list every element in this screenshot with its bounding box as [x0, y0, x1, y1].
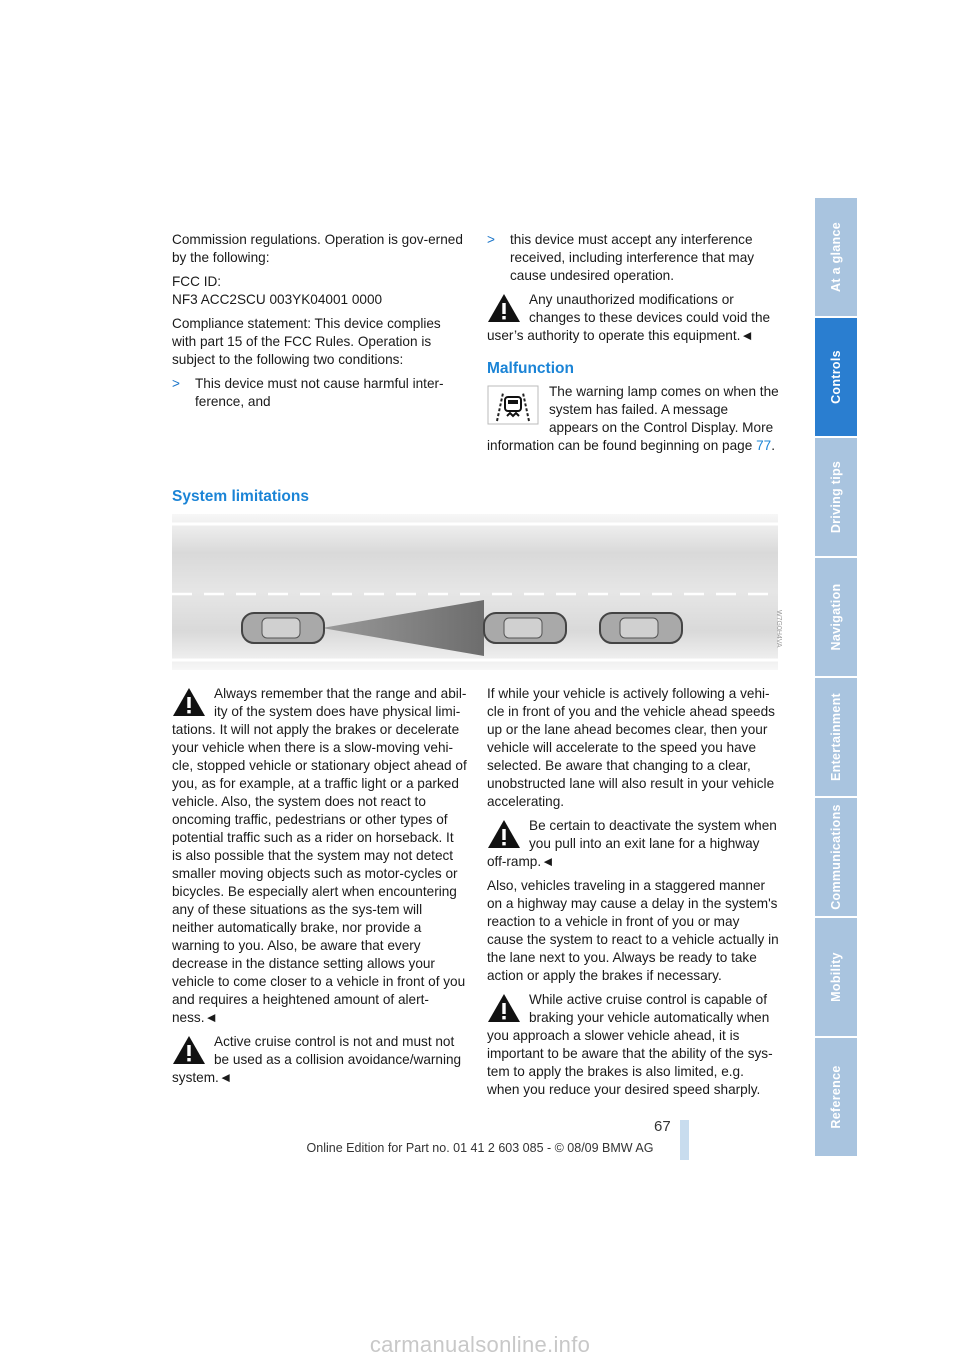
- warning-text: Active cruise control is not and must not be used as a collision avoidance/warning system.◄: [172, 1034, 462, 1085]
- tab-navigation[interactable]: [815, 558, 857, 676]
- list-item: [487, 231, 779, 285]
- warning-text: Any unauthorized modifications or changes to these devices could void the user’s authority to operate this equipment.◄: [487, 292, 771, 343]
- paragraph: Commission regulations. Operation is gov-erned by the following:: [172, 232, 463, 265]
- section-heading-malfunction: Malfunction: [487, 360, 574, 377]
- page-reference-link[interactable]: 77: [756, 438, 772, 453]
- bullet-text: This device must not cause harmful inter-ference, and: [195, 376, 444, 409]
- bullet-mark: >: [487, 232, 495, 247]
- watermark: carmanualsonline.info: [369, 1332, 591, 1357]
- road-radar-diagram: [172, 514, 778, 670]
- warning-note: [487, 291, 779, 345]
- tab-at-a-glance[interactable]: [815, 198, 857, 316]
- footer-text: Online Edition for Part no. 01 41 2 603 085 - © 08/09 BMW AG: [306, 1141, 654, 1155]
- warning-triangle-icon: [487, 993, 521, 1023]
- vehicle-ahead: [484, 613, 566, 643]
- tab-label: Entertainment: [829, 693, 843, 781]
- malfunction-text-block: [487, 383, 779, 455]
- tab-label: At a glance: [829, 222, 843, 292]
- warning-note: [487, 991, 779, 1099]
- bullet-text: this device must accept any interference received, including interference that may cause undesired operation.: [510, 232, 755, 283]
- warning-note: [172, 1033, 467, 1087]
- warning-triangle-icon: [487, 819, 521, 849]
- tab-label: Driving tips: [829, 460, 843, 534]
- chapter-tabs: [815, 198, 857, 1158]
- tab-mobility[interactable]: [815, 918, 857, 1036]
- tab-driving-tips[interactable]: [815, 438, 857, 556]
- fcc-label: FCC ID:: [172, 274, 222, 289]
- vehicle-ahead-far: [600, 613, 682, 643]
- diagram-code: W7G0H4VA: [775, 610, 782, 648]
- tab-reference[interactable]: [815, 1038, 857, 1156]
- right-column-bottom: [487, 685, 779, 1099]
- tab-controls[interactable]: [815, 318, 857, 436]
- tab-label: Mobility: [829, 952, 843, 1002]
- left-column-bottom: [172, 685, 467, 1087]
- own-vehicle: [242, 613, 324, 643]
- tab-label: Controls: [829, 350, 843, 404]
- warning-text: While active cruise control is capable of braking your vehicle automatically when you approach a slower vehicle ahead, it is important to be aware that the ability of the sys-tem to apply the brakes is also limited, e.g. when you reduce your desired speed sharply.: [487, 992, 773, 1097]
- acc-warning-lamp-icon: [487, 385, 539, 425]
- fcc-id: [172, 273, 467, 309]
- warning-triangle-icon: [172, 1035, 206, 1065]
- warning-note: [172, 685, 467, 1027]
- right-column-top: [487, 231, 779, 345]
- paragraph: If while your vehicle is actively following a vehi-cle in front of you and the vehicle ahead speeds up or the lane ahead becomes clear, then your vehicle will accelerate to the speed you have selected. Be aware that changing to a clear, unobstructed lane will also result in your vehicle accelerating.: [487, 686, 775, 809]
- compliance-statement: Compliance statement: This device complies with part 15 of the FCC Rules. Operation is subject to the following two conditions:: [172, 316, 441, 367]
- list-item: [172, 375, 467, 411]
- fcc-value: NF3 ACC2SCU 003YK04001 0000: [172, 292, 383, 307]
- warning-text: Be certain to deactivate the system when you pull into an exit lane for a highway off-ramp.◄: [487, 818, 777, 869]
- section-heading-system-limitations: System limitations: [172, 488, 309, 505]
- tab-label: Reference: [829, 1065, 843, 1129]
- tab-label: Navigation: [829, 583, 843, 651]
- tab-communications[interactable]: [815, 798, 857, 916]
- bullet-mark: >: [172, 376, 180, 391]
- page-number: 67: [654, 1118, 671, 1135]
- warning-triangle-icon: [172, 687, 206, 717]
- left-column-top: [172, 231, 467, 411]
- warning-text: Always remember that the range and abil-ity of the system does have physical limi-tations. It will not apply the brakes or decelerate your vehicle when there is a slow-moving vehi-cle, stopped vehicle or stationary object ahead of you, as for example, at a traffic light or a parked vehicle. Also, the system does not react to oncoming traffic, pedestrians or other types of potential traffic such as a rider on horseback. It is also possible that the system may not detect smaller moving objects such as motor-cycles or bicycles. Be especially alert when encountering any of these situations as the sys-tem will neither automatically brake, nor provide a warning to you. Also, be aware that every decrease in the distance setting allows your vehicle to come closer to a vehicle in front of you and requires a heightened amount of alert-ness.◄: [172, 686, 467, 1025]
- malfunction-text-end: .: [771, 438, 775, 453]
- malfunction-text: The warning lamp comes on when the system has failed. A message appears on the Control Display. More information can be found beginning on page: [487, 384, 779, 453]
- tab-entertainment[interactable]: [815, 678, 857, 796]
- warning-note: [487, 817, 779, 871]
- warning-triangle-icon: [487, 293, 521, 323]
- paragraph: Also, vehicles traveling in a staggered manner on a highway may cause a delay in the system's reaction to a vehicle in front of you or may cause the system to react to a vehicle actually in the lane next to you. Always be ready to take action or apply the brakes if necessary.: [487, 878, 779, 983]
- tab-label: Communications: [829, 804, 843, 910]
